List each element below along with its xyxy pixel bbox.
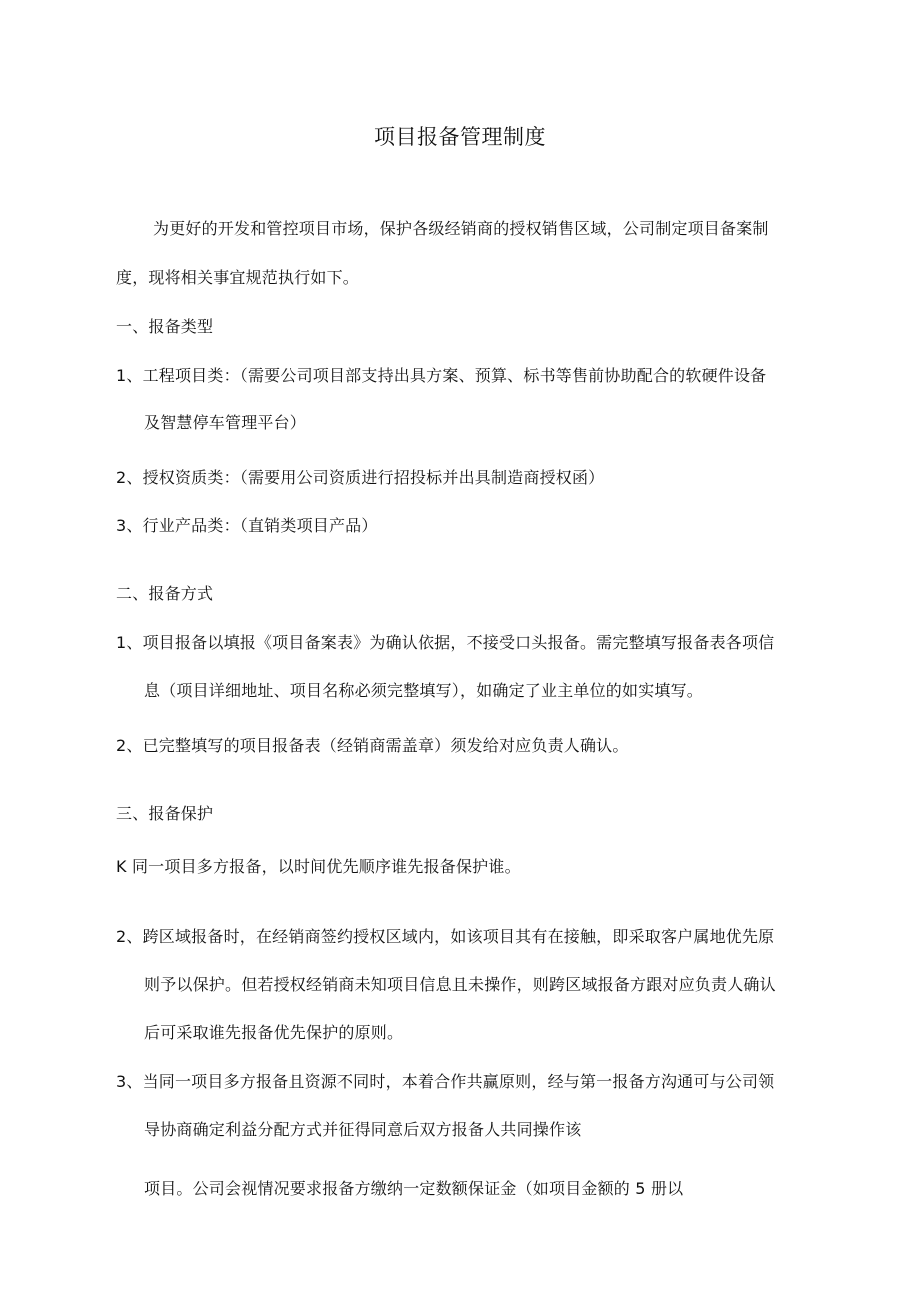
- section-3-item-1: K 同一项目多方报备，以时间优先顺序谁先报备保护谁。: [116, 857, 521, 876]
- section-1-heading: 一、报备类型: [116, 317, 214, 336]
- section-2-item-1-line-1: 1、项目报备以填报《项目备案表》为确认依据，不接受口头报备。需完整填写报备表各项信: [116, 633, 775, 652]
- section-3-item-2-line-3: 后可采取谁先报备优先保护的原则。: [144, 1023, 404, 1042]
- section-3-item-2-line-2: 则予以保护。但若授权经销商未知项目信息且未操作，则跨区域报备方跟对应负责人确认: [144, 975, 776, 994]
- section-1-item-2: 2、授权资质类：（需要用公司资质进行招投标并出具制造商授权函）: [116, 468, 605, 487]
- document-title: 项目报备管理制度: [374, 125, 546, 149]
- section-3-item-3-line-2: 导协商确定利益分配方式并征得同意后双方报备人共同操作该: [144, 1120, 582, 1139]
- section-3-item-3-line-3: 项目。公司会视情况要求报备方缴纳一定数额保证金（如项目金额的 5 册以: [144, 1179, 684, 1198]
- section-1-item-1-line-1: 1、工程项目类：（需要公司项目部支持出具方案、预算、标书等售前协助配合的软硬件设备: [116, 366, 767, 385]
- section-2-item-1-line-2: 息（项目详细地址、项目名称必须完整填写），如确定了业主单位的如实填写。: [144, 681, 704, 700]
- section-3-heading: 三、报备保护: [116, 804, 214, 823]
- section-3-item-3-line-1: 3、当同一项目多方报备且资源不同时，本着合作共赢原则，经与第一报备方沟通可与公司领: [116, 1072, 775, 1091]
- section-2-item-2: 2、已完整填写的项目报备表（经销商需盖章）须发给对应负责人确认。: [116, 736, 629, 755]
- intro-line-2: 度，现将相关事宜规范执行如下。: [116, 268, 360, 287]
- section-2-heading: 二、报备方式: [116, 584, 214, 603]
- section-3-item-2-line-1: 2、跨区域报备时，在经销商签约授权区域内，如该项目其有在接触，即采取客户属地优先原: [116, 927, 775, 946]
- intro-line-1: 为更好的开发和管控项目市场，保护各级经销商的授权销售区域，公司制定项目备案制: [153, 219, 769, 238]
- section-1-item-1-line-2: 及智慧停车管理平台）: [144, 413, 307, 432]
- section-1-item-3: 3、行业产品类：（直销类项目产品）: [116, 516, 378, 535]
